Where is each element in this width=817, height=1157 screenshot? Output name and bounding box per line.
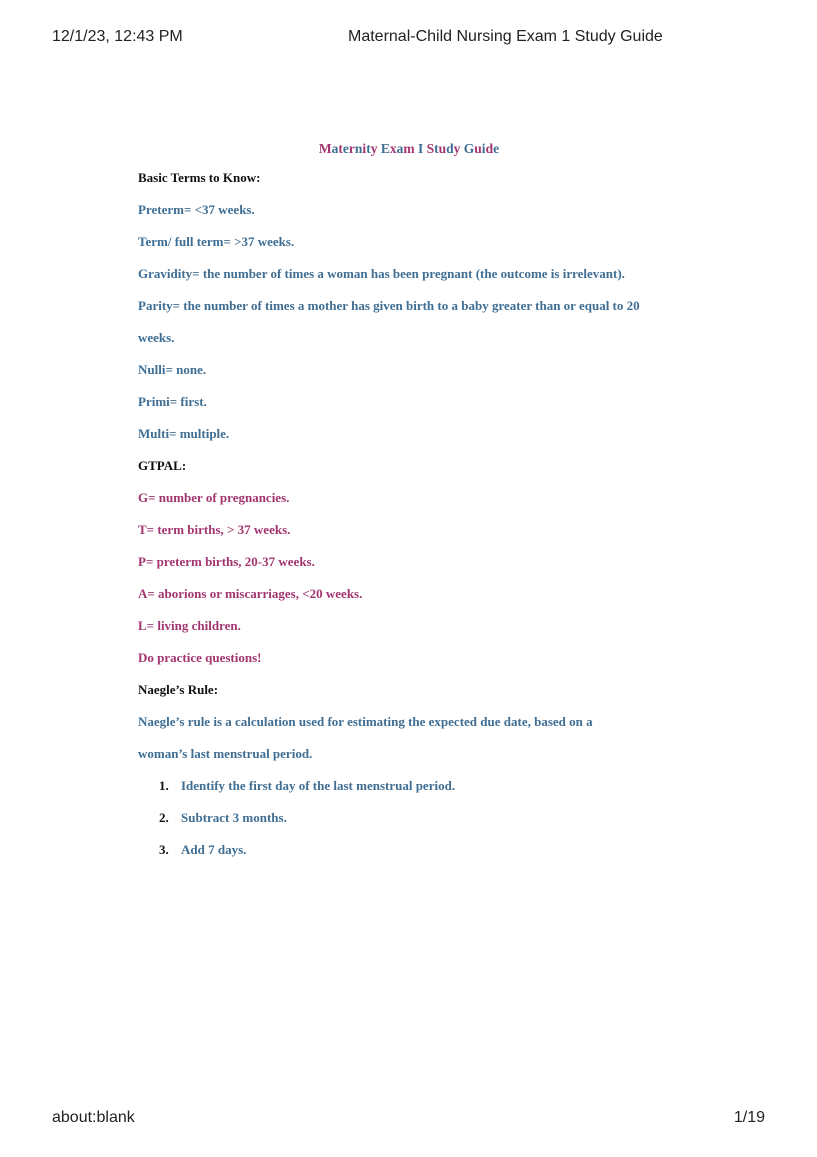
document-title: Maternity Exam I Study Guide <box>318 141 500 156</box>
term-parity: Parity= the number of times a mother has given birth to a baby greater than or equal to 20 <box>138 298 640 313</box>
list-item <box>159 802 698 834</box>
gtpal-l: L= living children. <box>138 618 241 633</box>
step-text: Identify the first day of the last menstrual period. <box>181 778 456 793</box>
print-footer-page-number: 1/19 <box>733 1109 765 1126</box>
print-header-title: Maternal-Child Nursing Exam 1 Study Guide <box>348 28 663 45</box>
step-text: Subtract 3 months. <box>181 810 287 825</box>
naegele-description: Naegle’s rule is a calculation used for estimating the expected due date, based on a <box>138 714 593 729</box>
print-header-datetime: 12/1/23, 12:43 PM <box>52 28 183 45</box>
list-item <box>159 834 698 866</box>
term-multi: Multi= multiple. <box>138 426 230 441</box>
naegele-heading: Naegle’s Rule: <box>138 682 219 697</box>
step-number: 3. <box>159 842 169 857</box>
basic-terms-heading: Basic Terms to Know: <box>138 170 261 185</box>
term-parity-continued: weeks. <box>138 330 175 345</box>
step-number: 1. <box>159 778 169 793</box>
naegele-steps-list <box>138 770 698 866</box>
gtpal-heading: GTPAL: <box>138 458 187 473</box>
naegele-description-continued: woman’s last menstrual period. <box>138 746 313 761</box>
term-gravidity: Gravidity= the number of times a woman has been pregnant (the outcome is irrelevant). <box>138 266 625 281</box>
term-primi: Primi= first. <box>138 394 207 409</box>
gtpal-p: P= preterm births, 20-37 weeks. <box>138 554 315 569</box>
print-footer-url: about:blank <box>52 1109 135 1126</box>
practice-questions-note: Do practice questions! <box>138 650 262 665</box>
step-number: 2. <box>159 810 169 825</box>
term-nulli: Nulli= none. <box>138 362 207 377</box>
list-item <box>159 770 698 802</box>
gtpal-g: G= number of pregnancies. <box>138 490 290 505</box>
document-body <box>138 140 698 866</box>
term-preterm: Preterm= <37 weeks. <box>138 202 255 217</box>
term-full-term: Term/ full term= >37 weeks. <box>138 234 295 249</box>
gtpal-t: T= term births, > 37 weeks. <box>138 522 291 537</box>
step-text: Add 7 days. <box>181 842 247 857</box>
gtpal-a: A= aborions or miscarriages, <20 weeks. <box>138 586 363 601</box>
